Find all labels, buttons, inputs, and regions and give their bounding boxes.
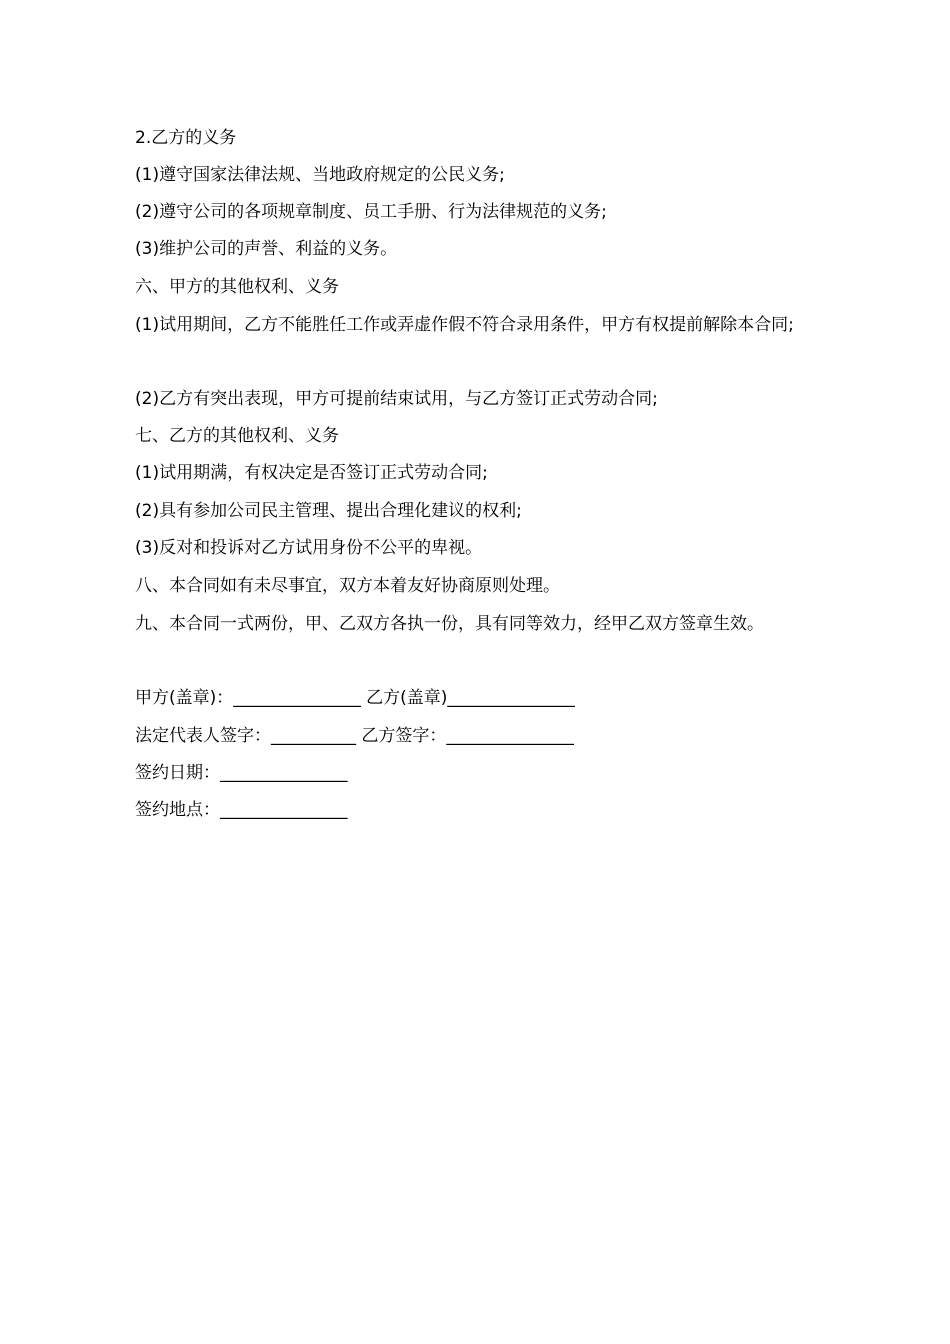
signature-row-place: 签约地点：_______________ xyxy=(135,800,348,820)
section-7-item-1: (1)试用期满，有权决定是否签订正式劳动合同; xyxy=(135,463,488,483)
signature-row-date: 签约日期：_______________ xyxy=(135,763,348,783)
section-6-item-2: (2)乙方有突出表现，甲方可提前结束试用，与乙方签订正式劳动合同; xyxy=(135,389,658,409)
duty-item-1: (1)遵守国家法律法规、当地政府规定的公民义务; xyxy=(135,165,505,185)
signature-row-parties-seal: 甲方(盖章)：_______________ 乙方(盖章)_______________ xyxy=(135,688,575,708)
section-7-item-3: (3)反对和投诉对乙方试用身份不公平的卑视。 xyxy=(135,538,483,558)
duties-heading: 2.乙方的义务 xyxy=(135,128,237,148)
duty-item-2: (2)遵守公司的各项规章制度、员工手册、行为法律规范的义务; xyxy=(135,202,607,222)
section-9: 九、本合同一式两份，甲、乙双方各执一份，具有同等效力，经甲乙双方签章生效。 xyxy=(135,614,764,634)
section-7-heading: 七、乙方的其他权利、义务 xyxy=(135,426,339,446)
signature-row-representatives: 法定代表人签字：__________ 乙方签字：_______________ xyxy=(135,726,574,746)
section-8: 八、本合同如有未尽事宜，双方本着友好协商原则处理。 xyxy=(135,576,560,596)
duty-item-3: (3)维护公司的声誉、利益的义务。 xyxy=(135,239,398,259)
section-7-item-2: (2)具有参加公司民主管理、提出合理化建议的权利; xyxy=(135,501,522,521)
section-6-item-1: (1)试用期间，乙方不能胜任工作或弄虚作假不符合录用条件，甲方有权提前解除本合同; xyxy=(135,315,794,335)
section-6-heading: 六、甲方的其他权利、义务 xyxy=(135,277,339,297)
